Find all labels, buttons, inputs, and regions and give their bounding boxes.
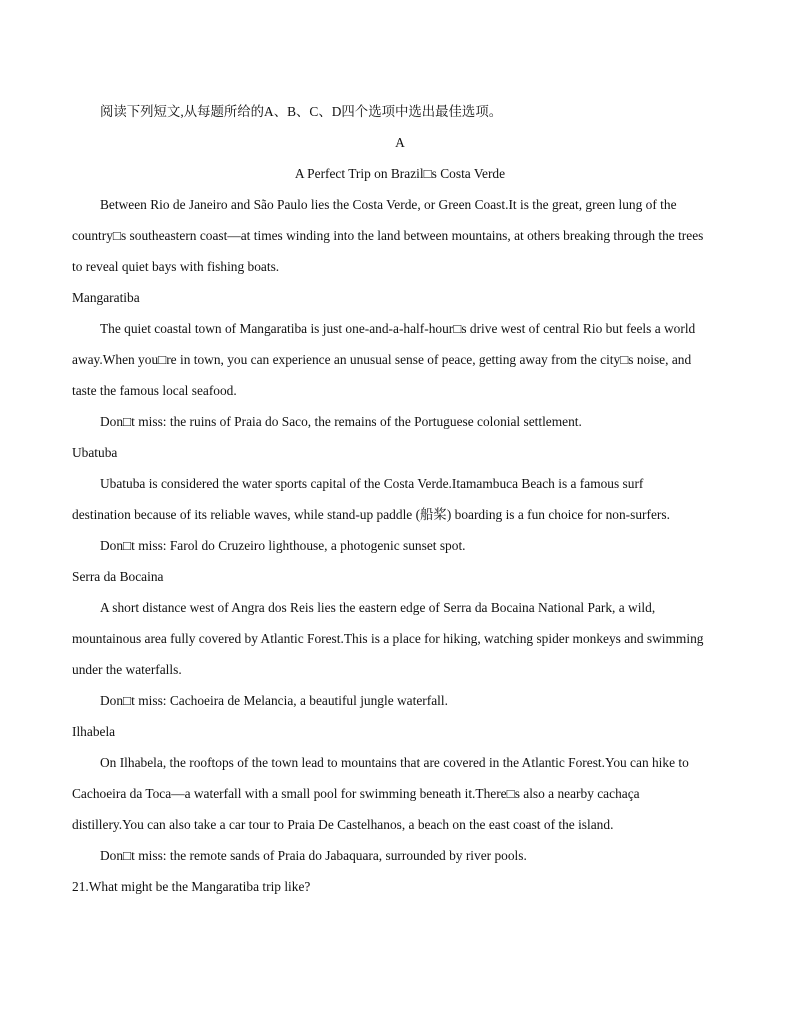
serra-line-1: A short distance west of Angra dos Reis lies the eastern edge of Serra da Bocaina National Park, a wild, (100, 600, 656, 615)
serra-line-2: mountainous area fully covered by Atlantic Forest.This is a place for hiking, watching spider monkeys and swimming (72, 631, 704, 646)
ilhabela-line-3: distillery.You can also take a car tour to Praia De Castelhanos, a beach on the east coast of the island. (72, 817, 614, 832)
intro-line-1: Between Rio de Janeiro and São Paulo lies the Costa Verde, or Green Coast.It is the great, green lung of the (100, 197, 677, 212)
serra-dont-miss: Don□t miss: Cachoeira de Melancia, a beautiful jungle waterfall. (100, 693, 448, 708)
section-heading-serra-da-bocaina: Serra da Bocaina (72, 569, 164, 584)
ilhabela-line-2: Cachoeira da Toca—a waterfall with a small pool for swimming beneath it.There□s also a nearby cachaça (72, 786, 640, 801)
question-21: 21.What might be the Mangaratiba trip like? (72, 879, 311, 894)
serra-line-3: under the waterfalls. (72, 662, 182, 677)
instruction-text: 阅读下列短文,从每题所给的A、B、C、D四个选项中选出最佳选项。 (100, 104, 503, 119)
mangaratiba-dont-miss: Don□t miss: the ruins of Praia do Saco, the remains of the Portuguese colonial settlement. (100, 414, 582, 429)
section-letter: A (395, 135, 405, 150)
ilhabela-line-1: On Ilhabela, the rooftops of the town lead to mountains that are covered in the Atlantic Forest.You can hike to (100, 755, 689, 770)
mangaratiba-line-2: away.When you□re in town, you can experience an unusual sense of peace, getting away from the city□s noise, and (72, 352, 692, 367)
passage-title: A Perfect Trip on Brazil□s Costa Verde (294, 166, 506, 181)
ubatuba-line-1: Ubatuba is considered the water sports capital of the Costa Verde.Itamambuca Beach is a famous surf (100, 476, 644, 491)
ubatuba-line-2: destination because of its reliable waves, while stand-up paddle (船桨) boarding is a fun choice for non-surfers. (72, 507, 670, 522)
mangaratiba-line-1: The quiet coastal town of Mangaratiba is just one-and-a-half-hour□s drive west of central Rio but feels a world (100, 321, 696, 336)
intro-line-2: country□s southeastern coast—at times winding into the land between mountains, at others breaking through the trees (72, 228, 704, 243)
section-heading-ilhabela: Ilhabela (72, 724, 116, 739)
section-heading-ubatuba: Ubatuba (72, 445, 118, 460)
section-heading-mangaratiba: Mangaratiba (72, 290, 140, 305)
mangaratiba-line-3: taste the famous local seafood. (72, 383, 237, 398)
ilhabela-dont-miss: Don□t miss: the remote sands of Praia do Jabaquara, surrounded by river pools. (100, 848, 527, 863)
intro-line-3: to reveal quiet bays with fishing boats. (72, 259, 280, 274)
ubatuba-dont-miss: Don□t miss: Farol do Cruzeiro lighthouse, a photogenic sunset spot. (100, 538, 466, 553)
